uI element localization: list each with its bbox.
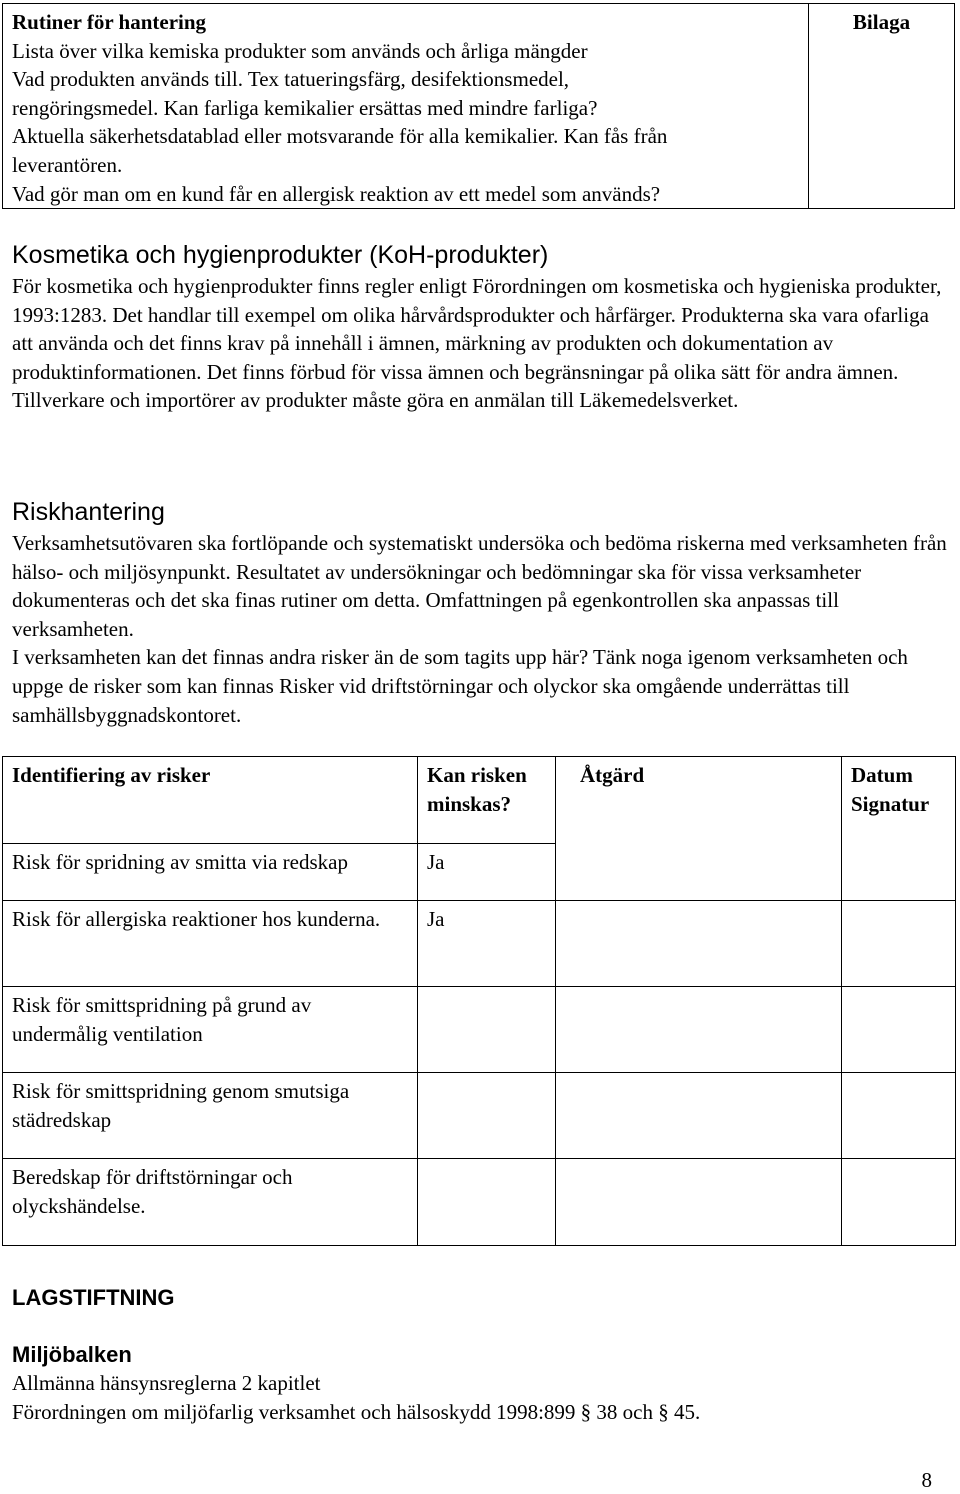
page-number: 8 [921,1468,932,1492]
table-row [3,1073,956,1159]
table-row [3,987,956,1073]
koh-heading: Kosmetika och hygienprodukter (KoH-produkter) [12,241,549,269]
lag-subheading: Miljöbalken [12,1342,132,1367]
routine-heading: Rutiner för hantering [12,10,207,34]
koh-text: För kosmetika och hygienprodukter finns regler enligt Förordningen om kosmetiska och hygieniska produkter, 1993:1283. Det handlar till exempel om olika hårvårdsprodukter och hårfärger. Produkterna ska vara ofarliga att använda och det finns krav på innehåll i ämnen, märkning av produkten och dokumentation av produktinformationen. Det finns förbud för vissa ämnen och begränsningar på olika sätt för andra ämnen. Tillverkare och importörer av produkter måste göra en anmälan till Läkemedelsverket. [12,274,942,413]
lag-line-1: Allmänna hänsynsreglerna 2 kapitlet [12,1371,321,1395]
atgard-cell [556,1073,842,1159]
atgard-cell [556,987,842,1073]
header-signatur: Signatur [851,791,930,816]
risk-cell: Risk för smittspridning genom smutsiga städredskap [3,1073,418,1159]
risk-cell: Beredskap för driftstörningar och olyckshändelse. [3,1159,418,1246]
risk-text-2: I verksamheten kan det finnas andra risker än de som tagits upp här? Tänk noga igenom verksamheten och uppge de risker som kan finnas Risker vid driftstörningar och olyckor ska omgående underrättas till samhällsbyggnadskontoret. [12,645,908,727]
koh-section [12,240,947,415]
routine-line: Vad gör man om en kund får en allergisk reaktion av ett medel som används? [12,181,661,206]
kan-cell [418,1073,556,1159]
kan-cell: Ja [418,901,556,987]
header-identifiering: Identifiering av risker [3,757,418,844]
lag-line-2: Förordningen om miljöfarlig verksamhet och hälsoskydd 1998:899 § 38 och § 45. [12,1399,701,1424]
routine-table [2,3,955,209]
risk-cell: Risk för spridning av smitta via redskap [3,844,418,901]
header-kan: Kan risken minskas? [418,757,556,844]
risk-heading: Riskhantering [12,498,165,526]
atgard-cell [556,1159,842,1246]
table-row [3,1159,956,1246]
risk-text-1: Verksamhetsutövaren ska fortlöpande och systematiskt undersöka och bedöma riskerna med verksamheten från hälso- och miljösynpunkt. Resultatet av undersökningar och bedömningar ska för vissa verksamheter dokumenteras och det ska finas rutiner om detta. Omfattningen på egenkontrollen ska anpassas till verksamheten. [12,531,947,641]
risk-cell: Risk för allergiska reaktioner hos kunderna. [3,901,418,987]
datum-cell [842,987,956,1073]
routine-line: Lista över vilka kemiska produkter som används och årliga mängder [12,38,588,63]
lag-heading: LAGSTIFTNING [12,1285,175,1310]
risk-cell: Risk för smittspridning på grund av undermålig ventilation [3,987,418,1073]
header-datum-signatur [842,757,956,901]
routine-cell [3,4,809,209]
table-header-row [3,757,956,844]
kan-cell [418,1159,556,1246]
risk-table [2,756,956,1246]
routine-line: leverantören. [12,152,123,177]
routine-line: Vad produkten används till. Tex tatueringsfärg, desifektionsmedel, [12,67,570,92]
header-datum: Datum [851,763,913,787]
routine-line: rengöringsmedel. Kan farliga kemikalier ersättas med mindre farliga? [12,95,598,120]
table-row [3,901,956,987]
header-atgard: Åtgärd [556,757,842,901]
kan-cell [418,987,556,1073]
routine-line: Aktuella säkerhetsdatablad eller motsvarande för alla kemikalier. Kan fås från [12,124,668,149]
atgard-cell [556,901,842,987]
datum-cell [842,901,956,987]
lag-section [12,1284,947,1426]
datum-cell [842,1159,956,1246]
risk-section [12,497,947,729]
datum-cell [842,1073,956,1159]
bilaga-cell: Bilaga [809,4,955,209]
kan-cell: Ja [418,844,556,901]
